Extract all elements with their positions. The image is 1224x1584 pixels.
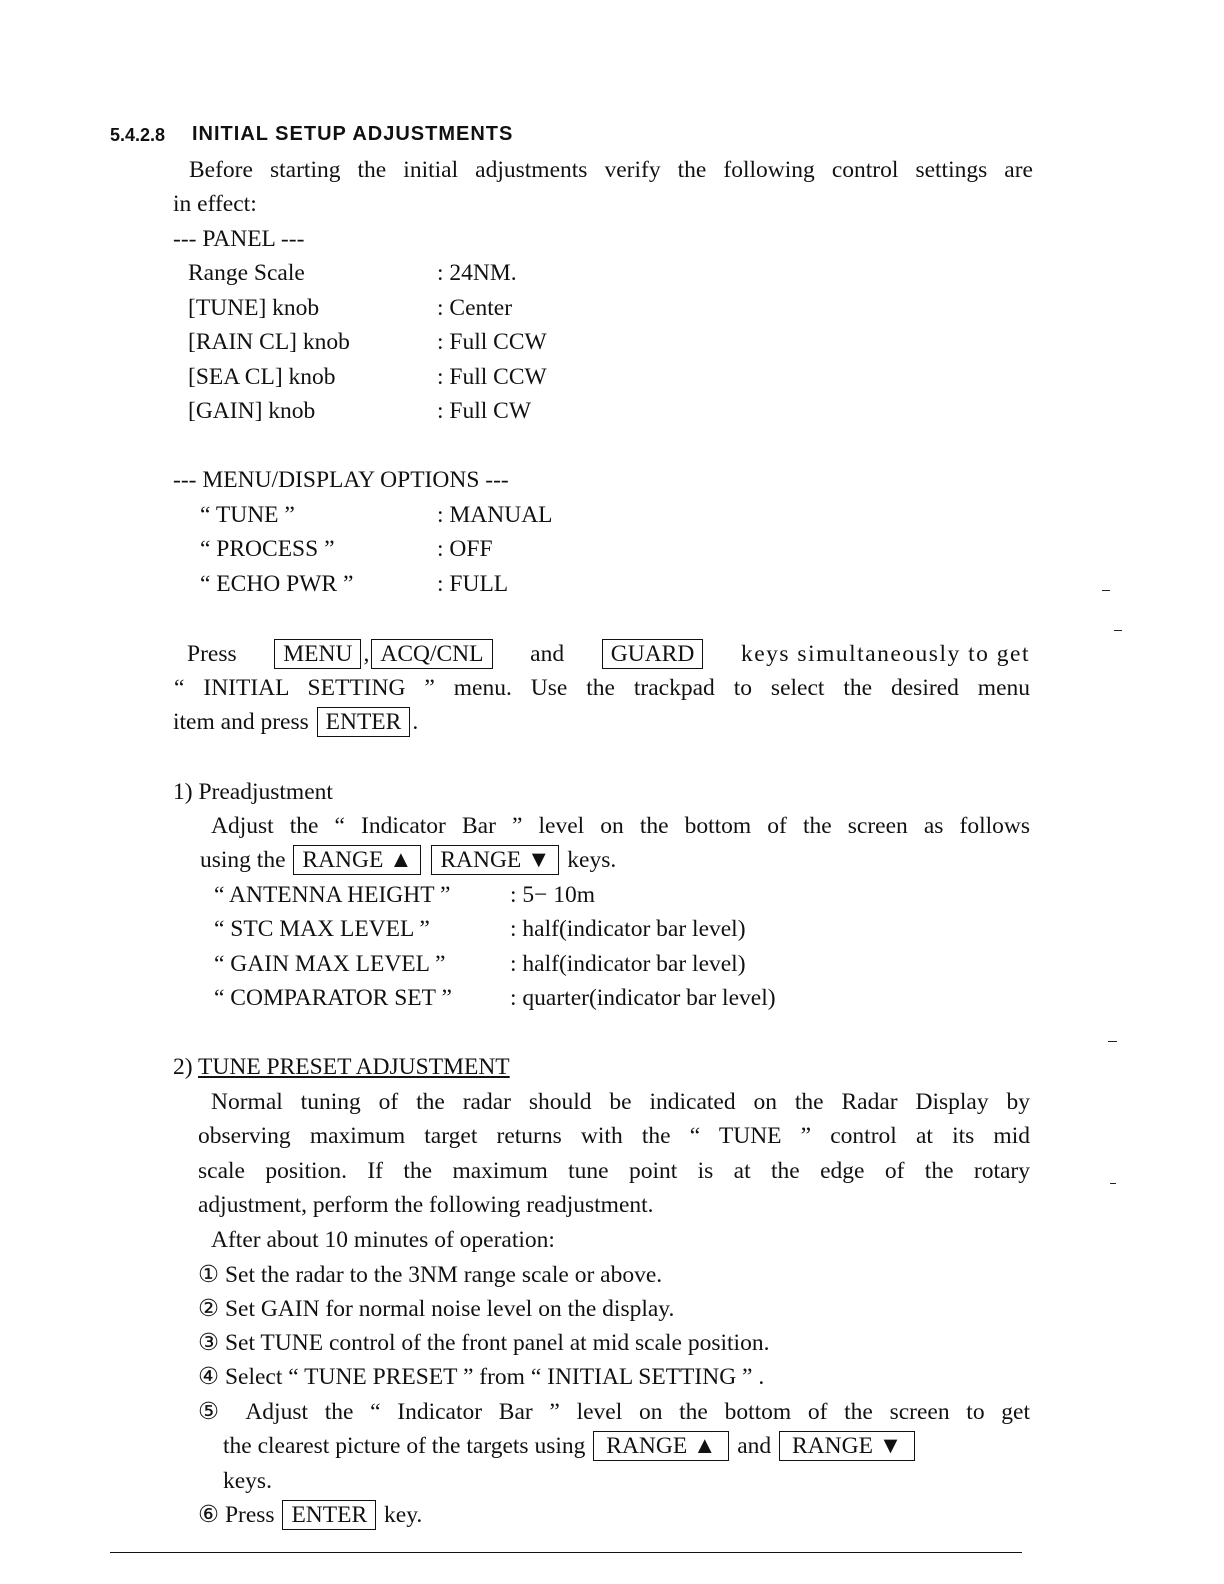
and-word: and [530,641,565,667]
press-word: Press [187,641,237,667]
preadjustment-title: 1) Preadjustment [173,779,333,805]
tune-preset-number: 2) [173,1054,193,1080]
panel-value: : Center [437,295,513,321]
tune-preset-line: Normal tuning of the radar should be indicated on the Radar Display by [211,1089,1030,1115]
panel-value: : Full CW [437,398,532,424]
panel-label: Range Scale [188,260,305,286]
panel-label: [GAIN] knob [188,398,316,424]
and-word: and [737,1433,772,1459]
step: ③ Set TUNE control of the front panel at mid scale position. [198,1330,770,1356]
range-up-key: RANGE ▲ [293,845,421,875]
tune-preset-heading [173,1052,510,1082]
menu-option-value: : FULL [437,571,509,597]
section-title: INITIAL SETUP ADJUSTMENTS [192,123,514,145]
preadjust-value: : 5− 10m [510,882,596,908]
preadjust-value: : quarter(indicator bar level) [510,985,776,1011]
preadjust-keys-line [200,845,616,875]
acq-cnl-key: ACQ/CNL [371,639,492,669]
preadjust-line: Adjust the “ Indicator Bar ” level on the bottom of the screen as follows [211,813,1030,839]
preadjust-label: “ COMPARATOR SET ” [214,985,452,1011]
preadjust-value: : half(indicator bar level) [510,916,746,942]
menu-option-value: : OFF [437,536,493,562]
panel-value: : Full CCW [437,364,547,390]
panel-label: [TUNE] knob [188,295,320,321]
panel-value: : 24NM. [437,260,517,286]
tune-preset-line: observing maximum target returns with the “ TUNE ” control at its mid [198,1123,1030,1149]
bottom-rule [110,1552,1022,1553]
intro-line: in effect: [173,191,257,217]
enter-key: ENTER [282,1500,376,1530]
period: . [412,709,419,735]
panel-header: --- PANEL --- [173,226,305,252]
keys-simultaneously-text: keys simultaneously to get [740,641,1030,667]
preadjust-value: : half(indicator bar level) [510,951,746,977]
tune-preset-line: adjustment, perform the following readjustment. [198,1192,654,1218]
preadjust-label: “ GAIN MAX LEVEL ” [214,951,446,977]
menu-key: MENU [274,639,361,669]
preadjust-label: “ STC MAX LEVEL ” [214,916,430,942]
preadjust-label: “ ANTENNA HEIGHT ” [214,882,451,908]
menu-options-header: --- MENU/DISPLAY OPTIONS --- [173,467,509,493]
tune-preset-line: scale position. If the maximum tune point is at the edge of the rotary [198,1158,1030,1184]
after-operation-text: After about 10 minutes of operation: [211,1227,555,1253]
menu-option-label: “ TUNE ” [200,502,295,528]
using-the-text: using the [200,847,286,873]
menu-acq-group [272,639,494,669]
menu-option-value: : MANUAL [437,502,553,528]
menu-option-label: “ ECHO PWR ” [200,571,354,597]
press-enter-text: item and press [173,709,309,735]
step-text: the clearest picture of the targets using [223,1433,586,1459]
enter-key: ENTER [317,707,411,737]
intro-line: Before starting the initial adjustments verify the following control settings are [189,157,1033,183]
panel-label: [SEA CL] knob [188,364,336,390]
step: ⑤ Adjust the “ Indicator Bar ” level on the bottom of the screen to get [198,1399,1030,1425]
step-text: key. [384,1502,423,1528]
press-enter-line [173,707,418,737]
press-keys-line [187,639,1030,669]
step-text: ⑥ Press [198,1502,275,1528]
range-down-key: RANGE ▼ [431,845,559,875]
panel-value: : Full CCW [437,329,547,355]
step: ④ Select “ TUNE PRESET ” from “ INITIAL SETTING ” . [198,1364,765,1390]
scan-speck [1108,1041,1117,1042]
section-number: 5.4.2.8 [110,125,166,145]
keys-text: keys. [567,847,617,873]
scan-speck [1114,630,1122,631]
step-continuation [223,1431,917,1461]
initial-setting-line: “ INITIAL SETTING ” menu. Use the trackpad to select the desired menu [174,675,1030,701]
guard-key: GUARD [602,639,704,669]
menu-option-label: “ PROCESS ” [200,536,335,562]
step: ① Set the radar to the 3NM range scale or above. [198,1262,663,1288]
step: ② Set GAIN for normal noise level on the display. [198,1296,675,1322]
scan-speck [1102,590,1110,591]
range-up-key: RANGE ▲ [593,1431,729,1461]
step [198,1500,422,1530]
comma: , [363,641,370,667]
scan-speck [1110,1183,1116,1184]
tune-preset-title: TUNE PRESET ADJUSTMENT [198,1054,510,1080]
step-continuation: keys. [223,1468,272,1494]
range-down-key: RANGE ▼ [779,1431,915,1461]
panel-label: [RAIN CL] knob [188,329,350,355]
